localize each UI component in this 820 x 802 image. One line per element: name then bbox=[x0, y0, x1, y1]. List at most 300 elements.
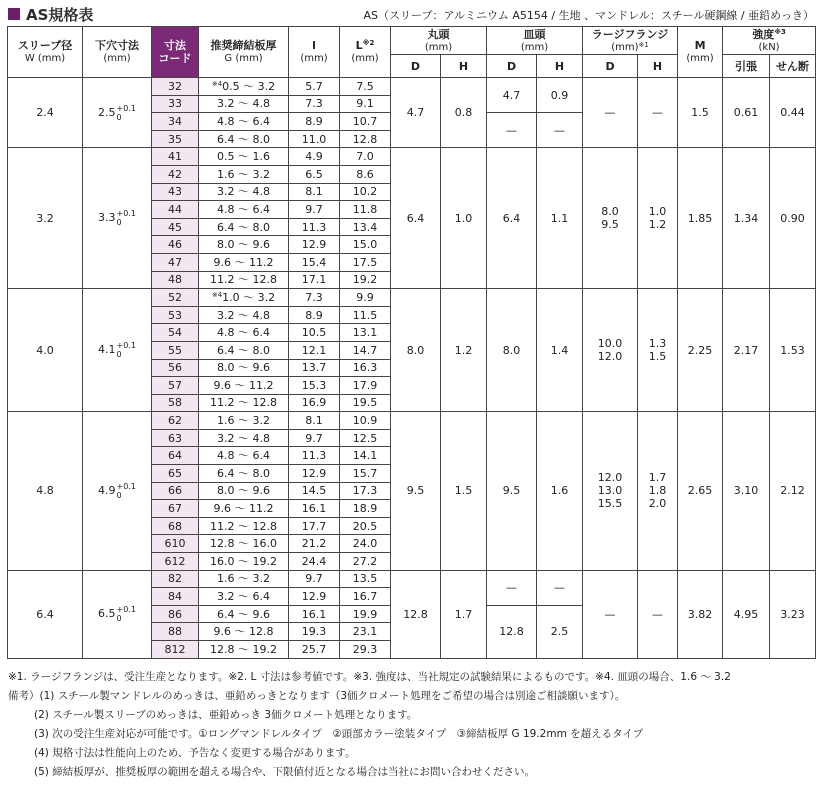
large-h-value: 1.2 bbox=[648, 218, 667, 232]
l-cell: 12.1 bbox=[289, 341, 340, 359]
table-row bbox=[8, 78, 816, 96]
dome-h-cell: 1.2 bbox=[441, 289, 487, 412]
grip-value: 6.4 ～ 8.0 bbox=[217, 466, 270, 480]
tolerance-plus: +0.1 bbox=[116, 209, 136, 219]
title-square-icon bbox=[8, 8, 20, 20]
grip-cell bbox=[199, 412, 289, 430]
code-cell: 88 bbox=[152, 623, 199, 641]
large-h-value: 2.0 bbox=[648, 497, 667, 511]
l-cell: 13.7 bbox=[289, 359, 340, 377]
grip-value: 3.2 ～ 6.4 bbox=[217, 590, 270, 604]
L-cell: 7.5 bbox=[340, 78, 391, 96]
code-cell: 82 bbox=[152, 570, 199, 588]
shear-cell: 1.53 bbox=[770, 289, 816, 412]
notes bbox=[8, 668, 818, 782]
l-cell: 16.1 bbox=[289, 500, 340, 518]
hole-cell bbox=[83, 412, 152, 570]
dome-h-cell: 1.0 bbox=[441, 148, 487, 289]
grip-value: 6.4 ～ 8.0 bbox=[217, 132, 270, 146]
code-cell: 63 bbox=[152, 429, 199, 447]
hole-cell bbox=[83, 148, 152, 289]
dome-d-cell: 8.0 bbox=[391, 289, 441, 412]
code-cell: 64 bbox=[152, 447, 199, 465]
sleeve-dia-value: 4.8 bbox=[36, 484, 54, 498]
shear-cell: 0.90 bbox=[770, 148, 816, 289]
l-cell: 17.7 bbox=[289, 517, 340, 535]
hole-value: 2.5 bbox=[98, 105, 116, 119]
code-cell: 612 bbox=[152, 553, 199, 571]
grip-cell bbox=[199, 482, 289, 500]
header-shear: せん断 bbox=[770, 55, 816, 78]
L-cell: 13.1 bbox=[340, 324, 391, 342]
grip-value: 16.0 ～ 19.2 bbox=[210, 554, 277, 568]
large-d-value: 9.5 bbox=[601, 218, 619, 232]
code-cell: 65 bbox=[152, 465, 199, 483]
tolerance-zero: 0 bbox=[116, 218, 122, 228]
hole-value: 6.5 bbox=[98, 607, 116, 621]
code-cell: 45 bbox=[152, 218, 199, 236]
header-csk-h: H bbox=[537, 55, 583, 78]
tolerance-plus: +0.1 bbox=[116, 481, 136, 491]
l-cell: 7.3 bbox=[289, 289, 340, 307]
header-dome-d: D bbox=[391, 55, 441, 78]
sleeve-dia-cell bbox=[8, 148, 83, 289]
grip-value: 0.5 ～ 1.6 bbox=[217, 150, 270, 164]
l-cell: 25.7 bbox=[289, 641, 340, 659]
table-row bbox=[8, 148, 816, 166]
code-cell: 48 bbox=[152, 271, 199, 289]
L-cell: 12.8 bbox=[340, 130, 391, 148]
large-d-value: 12.0 bbox=[597, 350, 623, 364]
grip-value: 1.0 ～ 3.2 bbox=[222, 290, 276, 304]
grip-cell bbox=[199, 78, 289, 96]
tolerance bbox=[117, 605, 136, 623]
tolerance-plus: +0.1 bbox=[116, 605, 136, 615]
csk-d-cell: 9.5 bbox=[487, 412, 537, 570]
l-cell: 19.3 bbox=[289, 623, 340, 641]
L-cell: 13.5 bbox=[340, 570, 391, 588]
sleeve-dia-value: 4.0 bbox=[36, 343, 54, 357]
dome-d-cell: 9.5 bbox=[391, 412, 441, 570]
code-cell: 66 bbox=[152, 482, 199, 500]
l-cell: 11.0 bbox=[289, 130, 340, 148]
dome-d-cell: 4.7 bbox=[391, 78, 441, 148]
large-d-value: 10.0 bbox=[597, 337, 623, 351]
l-cell: 6.5 bbox=[289, 165, 340, 183]
hole-value: 4.1 bbox=[98, 343, 116, 357]
code-cell: 55 bbox=[152, 341, 199, 359]
L-cell: 11.5 bbox=[340, 306, 391, 324]
L-cell: 27.2 bbox=[340, 553, 391, 571]
grip-value: 1.6 ～ 3.2 bbox=[217, 414, 270, 428]
code-cell: 41 bbox=[152, 148, 199, 166]
l-cell: 16.1 bbox=[289, 605, 340, 623]
large-d-value: 12.0 bbox=[597, 471, 623, 485]
header-grip: 推奨締結板厚 G (mm) bbox=[199, 27, 289, 78]
sleeve-dia-cell bbox=[8, 412, 83, 570]
sleeve-dia-cell bbox=[8, 289, 83, 412]
grip-cell bbox=[199, 165, 289, 183]
grip-cell bbox=[199, 588, 289, 606]
note-line: 備考）(1) スチール製マンドレルのめっきは、亜鉛めっきとなります（3価クロメート処理をご希望の場合は別途ご相談願います）。 bbox=[8, 690, 626, 702]
title-text: AS規格表 bbox=[26, 5, 94, 24]
large-d-value: 15.5 bbox=[597, 497, 623, 511]
grip-cell bbox=[199, 289, 289, 307]
sleeve-dia-cell bbox=[8, 570, 83, 658]
dome-h-cell: 1.7 bbox=[441, 570, 487, 658]
large-d-value: 13.0 bbox=[597, 484, 623, 498]
header-dome-h: H bbox=[441, 55, 487, 78]
grip-cell bbox=[199, 500, 289, 518]
l-cell: 15.4 bbox=[289, 253, 340, 271]
hole-cell bbox=[83, 289, 152, 412]
l-cell: 7.3 bbox=[289, 95, 340, 113]
csk-d-cell: 8.0 bbox=[487, 289, 537, 412]
grip-value: 11.2 ～ 12.8 bbox=[210, 273, 277, 287]
table-row bbox=[8, 570, 816, 588]
csk-d-cell: 6.4 bbox=[487, 148, 537, 289]
L-cell: 10.9 bbox=[340, 412, 391, 430]
L-cell: 10.7 bbox=[340, 113, 391, 131]
grip-value: 9.6 ～ 12.8 bbox=[213, 625, 274, 639]
l-cell: 16.9 bbox=[289, 394, 340, 412]
header-code: 寸法 コード bbox=[152, 27, 199, 78]
shear-cell: 2.12 bbox=[770, 412, 816, 570]
hole-cell bbox=[83, 78, 152, 148]
large-h-cell: — bbox=[638, 78, 678, 148]
l-cell: 12.9 bbox=[289, 465, 340, 483]
large-h-value: 1.8 bbox=[648, 484, 667, 498]
large-h-cell: — bbox=[638, 570, 678, 658]
L-cell: 17.3 bbox=[340, 482, 391, 500]
code-cell: 610 bbox=[152, 535, 199, 553]
L-cell: 23.1 bbox=[340, 623, 391, 641]
large-d-cell bbox=[583, 148, 638, 289]
grip-value: 12.8 ～ 16.0 bbox=[210, 537, 277, 551]
hole-value: 4.9 bbox=[98, 483, 116, 497]
large-h-value: 1.3 bbox=[648, 337, 667, 351]
sleeve-dia-value: 3.2 bbox=[36, 211, 54, 225]
note-line: (3) 次の受注生産対応が可能です。①ロングマンドレルタイプ ②頭部カラー塗装タイプ ③締結板厚 G 19.2mm を超えるタイプ bbox=[34, 728, 644, 740]
code-cell: 47 bbox=[152, 253, 199, 271]
csk-d-cell: 4.7 bbox=[487, 78, 537, 113]
L-cell: 8.6 bbox=[340, 165, 391, 183]
csk-d-cell: 12.8 bbox=[487, 605, 537, 658]
header-sleeve-dia: スリーブ径 W (mm) bbox=[8, 27, 83, 78]
l-cell: 9.7 bbox=[289, 429, 340, 447]
grip-value: 8.0 ～ 9.6 bbox=[217, 238, 270, 252]
code-cell: 62 bbox=[152, 412, 199, 430]
l-cell: 12.9 bbox=[289, 236, 340, 254]
page-title bbox=[8, 3, 93, 25]
code-cell: 54 bbox=[152, 324, 199, 342]
csk-d-cell: — bbox=[487, 113, 537, 148]
L-cell: 19.9 bbox=[340, 605, 391, 623]
grip-value: 9.6 ～ 11.2 bbox=[213, 502, 274, 516]
grip-cell bbox=[199, 553, 289, 571]
L-cell: 18.9 bbox=[340, 500, 391, 518]
csk-h-cell: — bbox=[537, 570, 583, 605]
l-cell: 10.5 bbox=[289, 324, 340, 342]
grip-cell bbox=[199, 465, 289, 483]
l-cell: 9.7 bbox=[289, 201, 340, 219]
grip-value: 4.8 ～ 6.4 bbox=[217, 326, 270, 340]
tolerance-zero: 0 bbox=[116, 112, 122, 122]
spec-table bbox=[7, 26, 816, 659]
grip-cell bbox=[199, 130, 289, 148]
sleeve-dia-cell bbox=[8, 78, 83, 148]
large-h-value: 1.7 bbox=[648, 471, 667, 485]
tolerance-plus: +0.1 bbox=[116, 341, 136, 351]
grip-value: 3.2 ～ 4.8 bbox=[217, 431, 270, 445]
large-h-cell bbox=[638, 148, 678, 289]
tolerance-zero: 0 bbox=[116, 350, 122, 360]
code-cell: 67 bbox=[152, 500, 199, 518]
code-cell: 42 bbox=[152, 165, 199, 183]
l-cell: 17.1 bbox=[289, 271, 340, 289]
grip-cell bbox=[199, 570, 289, 588]
L-cell: 20.5 bbox=[340, 517, 391, 535]
code-cell: 53 bbox=[152, 306, 199, 324]
grip-cell bbox=[199, 148, 289, 166]
tolerance-zero: 0 bbox=[116, 490, 122, 500]
L-cell: 17.9 bbox=[340, 377, 391, 395]
grip-value: 1.6 ～ 3.2 bbox=[217, 167, 270, 181]
L-cell: 10.2 bbox=[340, 183, 391, 201]
sleeve-dia-value: 6.4 bbox=[36, 607, 54, 621]
tolerance bbox=[117, 482, 136, 500]
l-cell: 8.9 bbox=[289, 306, 340, 324]
code-cell: 57 bbox=[152, 377, 199, 395]
tolerance bbox=[117, 341, 136, 359]
L-cell: 24.0 bbox=[340, 535, 391, 553]
csk-h-cell: 1.1 bbox=[537, 148, 583, 289]
code-cell: 46 bbox=[152, 236, 199, 254]
l-cell: 8.9 bbox=[289, 113, 340, 131]
grip-value: 9.6 ～ 11.2 bbox=[213, 378, 274, 392]
grip-value: 1.6 ～ 3.2 bbox=[217, 572, 270, 586]
L-cell: 11.8 bbox=[340, 201, 391, 219]
l-cell: 5.7 bbox=[289, 78, 340, 96]
material-subtitle: AS（スリーブ：アルミニウム A5154 / 生地 、マンドレル：スチール硬鋼線 / 亜鉛めっき） bbox=[363, 9, 814, 22]
grip-cell bbox=[199, 253, 289, 271]
m-cell: 1.85 bbox=[678, 148, 723, 289]
grip-value: 3.2 ～ 4.8 bbox=[217, 185, 270, 199]
header-large-h: H bbox=[638, 55, 678, 78]
grip-value: 11.2 ～ 12.8 bbox=[210, 396, 277, 410]
code-cell: 34 bbox=[152, 113, 199, 131]
L-cell: 15.0 bbox=[340, 236, 391, 254]
csk-h-cell: 1.4 bbox=[537, 289, 583, 412]
shear-cell: 0.44 bbox=[770, 78, 816, 148]
grip-cell bbox=[199, 341, 289, 359]
l-cell: 12.9 bbox=[289, 588, 340, 606]
header-strength: 強度$^{※3}$ (kN) bbox=[723, 27, 816, 55]
grip-cell bbox=[199, 306, 289, 324]
grip-value: 12.8 ～ 19.2 bbox=[210, 642, 277, 656]
note-line: (5) 締結板厚が、推奨板厚の範囲を超える場合や、下限値付近となる場合は当社にお問い合わせください。 bbox=[34, 766, 535, 778]
L-cell: 14.1 bbox=[340, 447, 391, 465]
code-cell: 812 bbox=[152, 641, 199, 659]
code-cell: 44 bbox=[152, 201, 199, 219]
grip-note: ※4 bbox=[211, 79, 223, 88]
sleeve-dia-value: 2.4 bbox=[36, 106, 54, 120]
grip-cell bbox=[199, 359, 289, 377]
L-cell: 7.0 bbox=[340, 148, 391, 166]
grip-cell bbox=[199, 517, 289, 535]
l-cell: 8.1 bbox=[289, 412, 340, 430]
tensile-cell: 3.10 bbox=[723, 412, 770, 570]
code-cell: 86 bbox=[152, 605, 199, 623]
grip-value: 4.8 ～ 6.4 bbox=[217, 114, 270, 128]
large-d-cell bbox=[583, 289, 638, 412]
code-cell: 84 bbox=[152, 588, 199, 606]
large-d-cell: — bbox=[583, 570, 638, 658]
tolerance-zero: 0 bbox=[116, 614, 122, 624]
grip-cell bbox=[199, 324, 289, 342]
header-csk-d: D bbox=[487, 55, 537, 78]
l-cell: 11.3 bbox=[289, 218, 340, 236]
grip-note: ※4 bbox=[211, 290, 223, 299]
dome-h-cell: 0.8 bbox=[441, 78, 487, 148]
large-h-value: 1.5 bbox=[648, 350, 667, 364]
tolerance-plus: +0.1 bbox=[116, 103, 136, 113]
grip-value: 8.0 ～ 9.6 bbox=[217, 361, 270, 375]
grip-cell bbox=[199, 447, 289, 465]
tensile-cell: 4.95 bbox=[723, 570, 770, 658]
note-line: (2) スチール製スリーブのめっきは、亜鉛めっき 3価クロメート処理となります。 bbox=[34, 709, 418, 721]
tolerance bbox=[117, 209, 136, 227]
csk-h-cell: 0.9 bbox=[537, 78, 583, 113]
header-tensile: 引張 bbox=[723, 55, 770, 78]
L-cell: 13.4 bbox=[340, 218, 391, 236]
grip-cell bbox=[199, 95, 289, 113]
L-cell: 16.7 bbox=[340, 588, 391, 606]
tensile-cell: 2.17 bbox=[723, 289, 770, 412]
tolerance bbox=[117, 104, 136, 122]
grip-value: 4.8 ～ 6.4 bbox=[217, 449, 270, 463]
m-cell: 3.82 bbox=[678, 570, 723, 658]
large-h-cell bbox=[638, 289, 678, 412]
grip-cell bbox=[199, 394, 289, 412]
grip-cell bbox=[199, 201, 289, 219]
hole-value: 3.3 bbox=[98, 211, 116, 225]
spec-table-body bbox=[8, 78, 816, 659]
m-cell: 2.25 bbox=[678, 289, 723, 412]
grip-value: 6.4 ～ 8.0 bbox=[217, 343, 270, 357]
header-l: l (mm) bbox=[289, 27, 340, 78]
l-cell: 14.5 bbox=[289, 482, 340, 500]
tensile-cell: 0.61 bbox=[723, 78, 770, 148]
l-cell: 8.1 bbox=[289, 183, 340, 201]
grip-value: 3.2 ～ 4.8 bbox=[217, 308, 270, 322]
grip-value: 6.4 ～ 9.6 bbox=[217, 607, 270, 621]
l-cell: 15.3 bbox=[289, 377, 340, 395]
m-cell: 1.5 bbox=[678, 78, 723, 148]
grip-cell bbox=[199, 641, 289, 659]
code-cell: 33 bbox=[152, 95, 199, 113]
tensile-cell: 1.34 bbox=[723, 148, 770, 289]
l-cell: 21.2 bbox=[289, 535, 340, 553]
code-cell: 52 bbox=[152, 289, 199, 307]
L-cell: 19.2 bbox=[340, 271, 391, 289]
dome-h-cell: 1.5 bbox=[441, 412, 487, 570]
L-cell: 14.7 bbox=[340, 341, 391, 359]
large-d-cell bbox=[583, 412, 638, 570]
large-h-value: 1.0 bbox=[648, 205, 667, 219]
header-large-d: D bbox=[583, 55, 638, 78]
L-cell: 12.5 bbox=[340, 429, 391, 447]
code-cell: 43 bbox=[152, 183, 199, 201]
dome-d-cell: 6.4 bbox=[391, 148, 441, 289]
grip-cell bbox=[199, 623, 289, 641]
note-line: ※1. ラージフランジは、受注生産となります。※2. L 寸法は参考値です。※3. 強度は、当社規定の試験結果によるものです。※4. 皿頭の場合、1.6 ～ 3.2 bbox=[8, 671, 731, 683]
grip-value: 3.2 ～ 4.8 bbox=[217, 97, 270, 111]
grip-value: 6.4 ～ 8.0 bbox=[217, 220, 270, 234]
L-cell: 29.3 bbox=[340, 641, 391, 659]
grip-cell bbox=[199, 377, 289, 395]
L-cell: 15.7 bbox=[340, 465, 391, 483]
grip-value: 8.0 ～ 9.6 bbox=[217, 484, 270, 498]
grip-cell bbox=[199, 429, 289, 447]
dome-d-cell: 12.8 bbox=[391, 570, 441, 658]
grip-cell bbox=[199, 535, 289, 553]
header-dome: 丸頭 (mm) bbox=[391, 27, 487, 55]
L-cell: 16.3 bbox=[340, 359, 391, 377]
code-cell: 56 bbox=[152, 359, 199, 377]
shear-cell: 3.23 bbox=[770, 570, 816, 658]
hole-cell bbox=[83, 570, 152, 658]
m-cell: 2.65 bbox=[678, 412, 723, 570]
header-L: $L^{※2}$ (mm) bbox=[340, 27, 391, 78]
csk-h-cell: — bbox=[537, 113, 583, 148]
header-large: ラージフランジ (mm)$^{※1}$ bbox=[583, 27, 678, 55]
grip-value: 11.2 ～ 12.8 bbox=[210, 519, 277, 533]
grip-cell bbox=[199, 218, 289, 236]
grip-cell bbox=[199, 271, 289, 289]
l-cell: 11.3 bbox=[289, 447, 340, 465]
large-d-cell: — bbox=[583, 78, 638, 148]
grip-cell bbox=[199, 605, 289, 623]
code-cell: 68 bbox=[152, 517, 199, 535]
L-cell: 19.5 bbox=[340, 394, 391, 412]
code-cell: 35 bbox=[152, 130, 199, 148]
l-cell: 9.7 bbox=[289, 570, 340, 588]
header-csk: 皿頭 (mm) bbox=[487, 27, 583, 55]
header-hole: 下穴寸法 (mm) bbox=[83, 27, 152, 78]
L-cell: 9.1 bbox=[340, 95, 391, 113]
L-cell: 17.5 bbox=[340, 253, 391, 271]
grip-value: 4.8 ～ 6.4 bbox=[217, 202, 270, 216]
code-cell: 32 bbox=[152, 78, 199, 96]
table-row bbox=[8, 289, 816, 307]
grip-cell bbox=[199, 236, 289, 254]
table-row bbox=[8, 412, 816, 430]
grip-cell bbox=[199, 113, 289, 131]
csk-d-cell: — bbox=[487, 570, 537, 605]
large-h-cell bbox=[638, 412, 678, 570]
l-cell: 4.9 bbox=[289, 148, 340, 166]
grip-value: 0.5 ～ 3.2 bbox=[222, 79, 276, 93]
grip-value: 9.6 ～ 11.2 bbox=[213, 255, 274, 269]
header-m: M (mm) bbox=[678, 27, 723, 78]
grip-cell bbox=[199, 183, 289, 201]
note-line: (4) 規格寸法は性能向上のため、予告なく変更する場合があります。 bbox=[34, 747, 356, 759]
L-cell: 9.9 bbox=[340, 289, 391, 307]
large-d-value: 8.0 bbox=[601, 205, 619, 219]
code-cell: 58 bbox=[152, 394, 199, 412]
csk-h-cell: 1.6 bbox=[537, 412, 583, 570]
